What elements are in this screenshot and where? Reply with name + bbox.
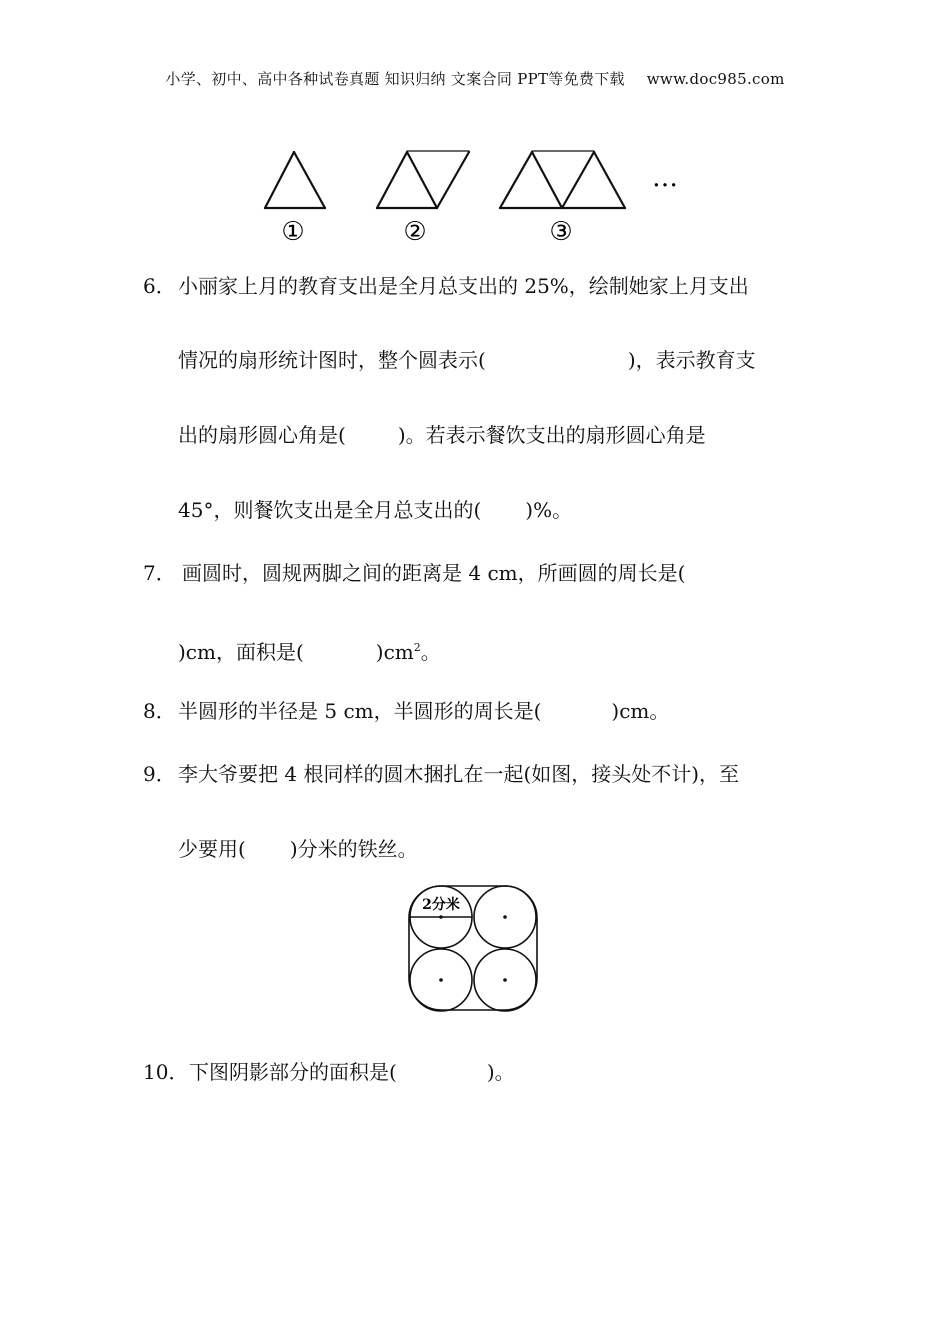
header-url: www.doc985.com	[646, 70, 785, 88]
q10-text-1b: )。	[486, 1060, 515, 1084]
q8-line-1	[143, 697, 669, 725]
q6-text-1: 小丽家上月的教育支出是全月总支出的 25%，绘制她家上月支出	[178, 274, 749, 298]
center-dot-1	[439, 915, 443, 919]
q6-line-4	[178, 496, 572, 524]
q10-number: 10．	[143, 1060, 189, 1084]
q9-text-2b: )分米的铁丝。	[289, 837, 418, 861]
q6-text-3a: 出的扇形圆心角是(	[178, 423, 346, 447]
q9-number: 9．	[143, 762, 176, 786]
q7-text-2a: )cm，面积是(	[178, 640, 304, 664]
figure-label-2: ②	[403, 217, 427, 247]
q7-text-2b: )cm	[375, 640, 414, 664]
page-header	[0, 68, 950, 89]
center-dot-4	[503, 978, 507, 982]
q6-text-2a: 情况的扇形统计图时，整个圆表示(	[178, 348, 486, 372]
q8-number: 8．	[143, 699, 176, 723]
q8-text-1b: )cm。	[611, 699, 670, 723]
q9-line-2	[178, 835, 418, 863]
center-dot-3	[439, 978, 443, 982]
q6-text-4a: 45°，则餐饮支出是全月总支出的(	[178, 498, 482, 522]
q10-text-1a: 下图阴影部分的面积是(	[189, 1060, 397, 1084]
q6-text-3b: )。若表示餐饮支出的扇形圆心角是	[397, 423, 706, 447]
q6-text-4b: )%。	[525, 498, 573, 522]
q6-line-1	[143, 272, 749, 300]
q7-number: 7．	[143, 561, 176, 585]
four-logs-figure	[406, 883, 542, 1013]
figure-label-1: ①	[281, 217, 305, 247]
figure-label-3: ③	[549, 217, 573, 247]
q9-text-1: 李大爷要把 4 根同样的圆木捆扎在一起(如图，接头处不计)，至	[178, 762, 740, 786]
q9-line-1	[143, 760, 739, 788]
q7-text-2c: 。	[420, 640, 441, 664]
figure-ellipsis: …	[652, 163, 678, 193]
triangle-figure-1	[265, 152, 325, 208]
q7-line-1	[143, 559, 685, 587]
q10-line-1	[143, 1058, 515, 1086]
q6-number: 6．	[143, 274, 176, 298]
q6-line-2	[178, 346, 756, 374]
triangle-figure-2	[377, 151, 469, 208]
center-dot-2	[503, 915, 507, 919]
triangle-figure-3	[500, 151, 625, 208]
triangle-pattern-figure	[255, 140, 695, 250]
q9-text-2a: 少要用(	[178, 837, 246, 861]
q7-superscript: 2	[413, 641, 421, 654]
diameter-label: 2分米	[422, 897, 460, 913]
q8-text-1a: 半圆形的半径是 5 cm，半圆形的周长是(	[178, 699, 542, 723]
q7-line-2	[178, 634, 441, 666]
q6-line-3	[178, 421, 706, 449]
header-text: 小学、初中、高中各种试卷真题 知识归纳 文案合同 PPT等免费下载	[165, 70, 625, 88]
q7-text-1: 画圆时，圆规两脚之间的距离是 4 cm，所画圆的周长是(	[182, 561, 686, 585]
q6-text-2b: )，表示教育支	[627, 348, 756, 372]
